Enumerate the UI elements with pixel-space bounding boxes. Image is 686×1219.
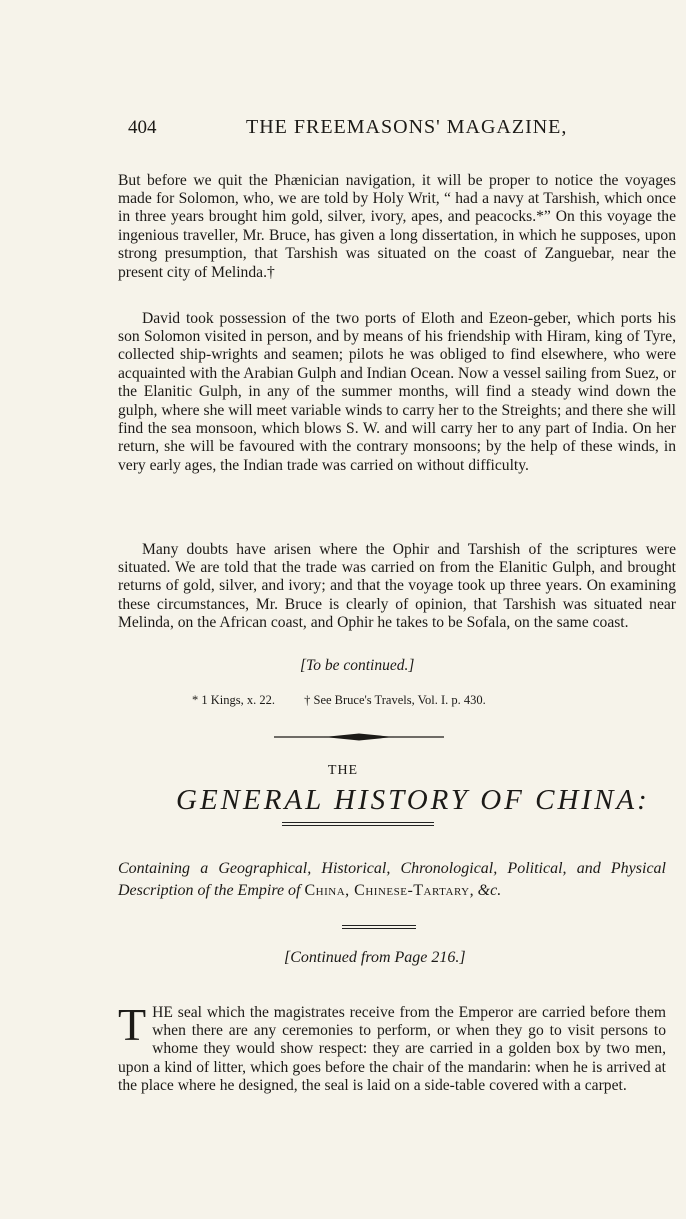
footnote-bruce: † See Bruce's Travels, Vol. I. p. 430. (304, 693, 486, 707)
continued-from-page: [Continued from Page 216.] (284, 949, 466, 966)
phoenician-paragraph-3: Many doubts have arisen where the Ophir and Tarshish of the scriptures were situated. We are told that the trade was carried on from the Elanitic Gulph, and brought returns of gold, silver, and ivory; and that the voyage took up three years. On examining these circumstances, Mr. Bruce is clearly of opinion, that Tarshish was situated near Melinda, on the African coast, and Ophir he takes to be Sofala, on the same coast. (118, 540, 676, 632)
subtitle-lead: Containing a Geographical, Historical, Chronological, Political, and Physical Description of the Empire of (118, 860, 666, 899)
drop-cap: T (118, 998, 147, 1050)
page-number: 404 (128, 117, 157, 138)
subtitle-end: , &c. (469, 882, 502, 899)
subtitle-china: China (304, 882, 346, 899)
china-paragraph-1 (118, 998, 666, 1096)
china-paragraph-text: HE seal which the magistrates receive from the Emperor are carried before them when there are any ceremonies to perform, or when they go to visit persons to whome they would show respect: they are carried in a golden box by two men, upon a kind of litter, which goes before the chair of the mandarin: when he is arrived at the place where he designed, the seal is laid on a side-table covered with a carpet. (118, 1003, 666, 1095)
running-title: THE FREEMASONS' MAGAZINE, (246, 116, 568, 138)
phoenician-paragraph-1: But before we quit the Phænician navigation, it will be proper to notice the voyages made for Solomon, who, we are told by Holy Writ, “ had a navy at Tarshish, which once in three years brought him gold, silver, ivory, apes, and peacocks.*” On this voyage the ingenious traveller, Mr. Bruce, has given a long dissertation, in which he supposes, upon strong presumption, that Tarshish was situated on the coast of Zanguebar, near the present city of Melinda.† (118, 171, 676, 281)
footnote-kings: * 1 Kings, x. 22. (192, 693, 275, 707)
subtitle-separator: , (345, 882, 355, 899)
subtitle-double-rule (342, 925, 416, 929)
article-title: GENERAL HISTORY OF CHINA: (176, 784, 650, 816)
title-double-rule (282, 822, 434, 826)
to-be-continued: [To be continued.] (300, 657, 415, 674)
phoenician-paragraph-2: David took possession of the two ports of Eloth and Ezeon-geber, which ports his son Solomon visited in person, and by means of his friendship with Hiram, king of Tyre, collected ship-wrights and seamen; pilots he was obliged to find elsewhere, who were acquainted with the Arabian Gulph and Indian Ocean. Now a vessel sailing from Suez, or the Elanitic Gulph, in any of the summer months, will find a steady wind down the gulph, where she will meet variable winds to carry her to the Streights; and there she will find the sea monsoon, which blows S. W. and will carry her to any part of India. On her return, she will be favoured with the contrary monsoons; by the help of these winds, in very early ages, the Indian trade was carried on without difficulty. (118, 309, 676, 474)
article-subtitle (118, 858, 666, 902)
running-head (128, 113, 668, 143)
section-divider-ornament (274, 733, 444, 741)
footnotes (192, 693, 512, 708)
article-the-label: THE (327, 763, 359, 778)
subtitle-chinese-tartary: Chinese-Tartary (354, 882, 470, 899)
